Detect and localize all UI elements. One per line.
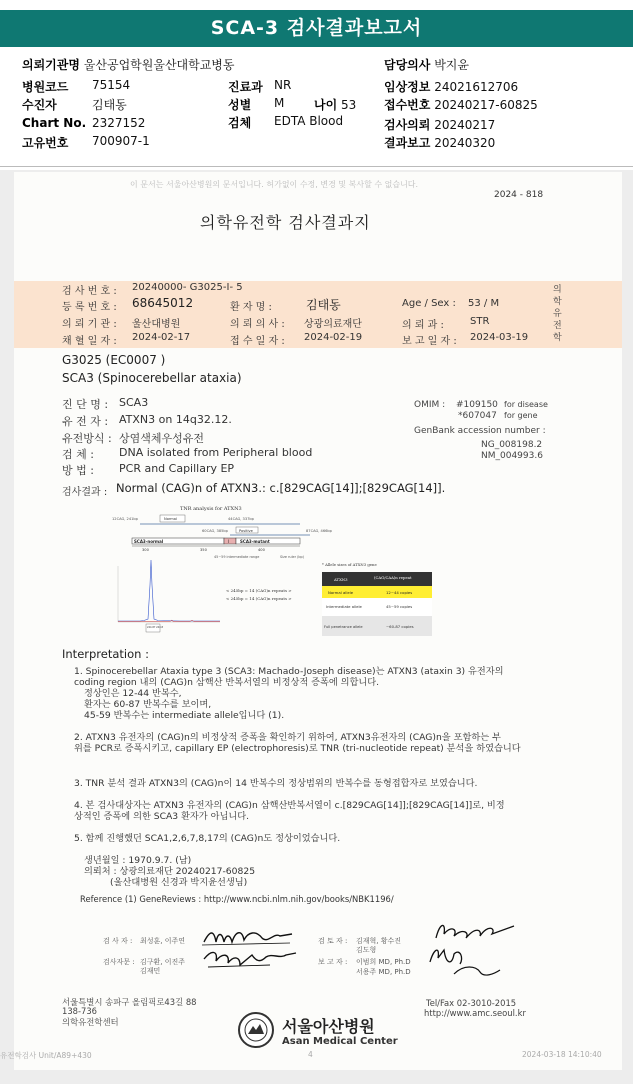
reporter-names-2: 서용주 MD, Ph.D — [356, 968, 411, 976]
interp-line-6: 2. ATXN3 유전자의 (CAG)n의 비정상적 증폭을 확인하기 위하여, ATXN3유전자의 (CAG)n을 포함하는 부 — [74, 732, 501, 743]
doc-number: 2024 - 818 — [494, 190, 544, 200]
side-label: 의학유전학 — [553, 285, 562, 343]
inherit-value: 상염색체우성유전 — [119, 432, 205, 445]
genbank-2: NM_004993.6 — [481, 451, 543, 461]
request-value: 20240217 — [434, 118, 496, 132]
chart-value: 2327152 — [92, 116, 146, 130]
result-value: Normal (CAG)n of ATXN3.: c.[829CAG[14]];[829CAG[14]]. — [116, 481, 446, 495]
clinical-value: 24021612706 — [434, 80, 519, 94]
band-inst-label: 의 뢰 기 관 : — [62, 319, 117, 330]
lbl-60cag: 60CAG, 385bp — [202, 529, 228, 533]
reviewer-names: 김재혁, 황수진 — [356, 937, 402, 945]
inherit-label: 유전방식 : — [62, 432, 112, 445]
repeat-label-2: < 245bp = 14 (CAG)n repeats > — [226, 596, 292, 601]
patient-label: 수진자 — [22, 98, 57, 112]
institution-value: 울산공업학원울산대학교병동 — [83, 58, 235, 72]
tester-names: 최성훈, 이주연 — [140, 937, 186, 945]
sex-label: 성별 — [228, 98, 252, 112]
watermark-text: 이 문서는 서울아산병원의 문서입니다. 허가없이 수정, 변경 및 복사할 수 없습니다. — [130, 180, 419, 189]
lbl-positive: Positive — [239, 529, 253, 533]
peak-label: 244.87 244.8 — [147, 626, 163, 629]
band-patient: 김태동 — [306, 298, 341, 312]
birth-line: 생년월일 : 1970.9.7. (남) — [84, 855, 192, 866]
intermediate-box — [224, 538, 236, 544]
result-label: 검사결과 : — [62, 487, 108, 498]
omim-label: OMIM : — [414, 400, 446, 410]
omim-2-note: for gene — [504, 411, 538, 420]
band-test-no: 20240000- G3025-I- 5 — [132, 282, 243, 293]
dept-value: NR — [274, 78, 292, 92]
interp-title: Interpretation : — [62, 647, 149, 661]
hospital-code-label: 병원코드 — [22, 80, 69, 94]
dx-label: 진 단 명 : — [62, 398, 109, 411]
allele-row-2-a: Intermediate allele — [326, 604, 362, 609]
address-line-2: 138-736 — [62, 1006, 97, 1016]
interp-line-10: 상적인 증폭에 의한 SCA3 환자가 아닙니다. — [74, 811, 250, 822]
address-line-1: 서울특별시 송파구 올림픽로43길 88 — [62, 997, 197, 1007]
genbank-label: GenBank accession number : — [414, 426, 546, 436]
lbl-12cag: 12CAG, 241bp — [112, 517, 138, 521]
patient-value: 김태동 — [92, 98, 127, 112]
report-title: SCA-3 검사결과보고서 — [0, 10, 633, 47]
tnr-title: TNR analysis for ATXN3 — [180, 506, 242, 512]
institution-label: 의뢰기관명 — [22, 58, 80, 72]
footer-left: 유전학검사 Unit/A89+430 — [0, 1051, 92, 1060]
test-name: SCA3 (Spinocerebellar ataxia) — [62, 371, 242, 385]
advisor-signature — [200, 945, 300, 971]
website: http://www.amc.seoul.kr — [424, 1008, 526, 1018]
size-ruler: Size ruler (bp) — [280, 555, 305, 559]
scale-300: 300 — [142, 548, 149, 552]
tnr-figure — [110, 500, 450, 640]
omim-1: #109150 — [456, 400, 498, 410]
header-divider — [0, 166, 633, 167]
interp-line-8: 3. TNR 분석 결과 ATXN3의 (CAG)n이 14 반복수의 정상범위의 반복수를 동형접합자로 보였습니다. — [74, 778, 478, 789]
allele-col-1: ATXN3 — [334, 577, 348, 582]
gene-value: ATXN3 on 14q32.12. — [119, 413, 232, 426]
allele-col-2: (CAG/CAA)n repeat — [374, 575, 412, 580]
footer-timestamp: 2024-03-18 14:10:40 — [522, 1050, 602, 1059]
sex-value: M — [274, 96, 285, 110]
reviewer-label: 검 토 자 : — [318, 937, 348, 945]
band-doctor: 상광의료재단 — [304, 319, 362, 330]
specimen-doc-value: DNA isolated from Peripheral blood — [119, 446, 313, 459]
ep-trace-blue — [118, 560, 220, 621]
band-collect-label: 채 혈 일 자 : — [62, 336, 117, 347]
request-label: 검사의뢰 — [384, 118, 431, 132]
specimen-value: EDTA Blood — [274, 114, 344, 128]
interp-line-7: 위를 PCR로 증폭시키고, capillary EP (electrophoresis)로 TNR (tri-nucleotide repeat) 분석을 하였습니다 — [74, 743, 521, 754]
band-report-label: 보 고 일 자 : — [402, 336, 457, 347]
band-reg-no: 68645012 — [132, 296, 194, 310]
band-receive: 2024-02-19 — [304, 332, 363, 343]
allele-row-1-a: Normal allele — [328, 590, 354, 595]
doc-title: 의학유전학 검사결과지 — [200, 213, 371, 232]
interp-line-9: 4. 본 검사대상자는 ATXN3 유전자의 (CAG)n 삼핵산반복서열이 c.[829CAG[14]];[829CAG[14]]로, 비정 — [74, 800, 505, 811]
lbl-normal: Normal — [164, 517, 178, 521]
interp-line-5: 45-59 반복수는 intermediate allele입니다 (1). — [84, 710, 285, 721]
lbl-87cag: 87CAG, 466bp — [306, 529, 332, 533]
reviewer-names-2: 김도형 — [356, 946, 377, 954]
gene-label: 유 전 자 : — [62, 415, 109, 428]
interp-line-3: 정상인은 12-44 반복수, — [84, 688, 182, 699]
allele-row-2-b: 45~59 copies — [386, 604, 413, 609]
reviewer-signature — [430, 918, 520, 946]
dx-value: SCA3 — [119, 396, 149, 409]
report-date-label: 결과보고 — [384, 136, 431, 150]
address-line-3: 의학유전학센터 — [62, 1017, 119, 1027]
repeat-label-1: < 245bp = 14 (CAG)n repeats > — [226, 588, 292, 593]
tel-fax: Tel/Fax 02-3010-2015 — [426, 998, 517, 1008]
allele-row-1-b: 12~44 copies — [386, 590, 413, 595]
method-label: 방 법 : — [62, 464, 94, 477]
advisor-label: 검사자문 : — [103, 958, 135, 966]
scale-note: 45~59 intermediate range — [214, 555, 260, 559]
referrer-line: 의뢰처 : 상광의료재단 20240217-60825 — [84, 866, 256, 877]
scale-350: 350 — [200, 548, 207, 552]
omim-1-note: for disease — [504, 400, 548, 409]
advisor-names-2: 김재민 — [140, 967, 161, 975]
reporter-label: 보 고 자 : — [318, 958, 348, 966]
hospital-code-value: 75154 — [92, 78, 131, 92]
band-test-no-label: 검 사 번 호 : — [62, 286, 117, 297]
id-label: 고유번호 — [22, 136, 69, 150]
band-doctor-label: 의 뢰 의 사 : — [230, 319, 285, 330]
chart-label: Chart No. — [22, 116, 87, 130]
clinical-label: 임상정보 — [384, 80, 431, 94]
logo-korean: 서울아산병원 — [282, 1017, 375, 1036]
hospital-logo-icon — [238, 1012, 274, 1048]
doctor-label: 담당의사 — [384, 58, 431, 72]
id-value: 700907-1 — [92, 134, 150, 148]
specimen-doc-label: 검 체 : — [62, 448, 94, 461]
advisor-names: 김구환, 이진주 — [140, 958, 186, 966]
doctor-value: 박지윤 — [434, 58, 469, 72]
footer-page: 4 — [308, 1050, 313, 1059]
lbl-sca3-mutant: SCA3-mutant — [240, 539, 270, 544]
reference-line: Reference (1) GeneReviews : http://www.ncbi.nlm.nih.gov/books/NBK1196/ — [80, 894, 394, 904]
report-header — [0, 52, 633, 162]
specimen-label: 검체 — [228, 116, 252, 130]
receipt-label: 접수번호 — [384, 98, 431, 112]
lbl-i: I — [228, 539, 230, 544]
reporter-names: 이범희 MD, Ph.D — [356, 958, 411, 966]
interp-line-1: 1. Spinocerebellar Ataxia type 3 (SCA3: Machado-Joseph disease)는 ATXN3 (ataxin 3) 유전자의 — [74, 666, 504, 677]
interp-line-11: 5. 함께 진행했던 SCA1,2,6,7,8,17의 (CAG)n도 정상이었습니다. — [74, 833, 341, 844]
band-dept: STR — [470, 316, 490, 327]
band-agesex: 53 / M — [468, 298, 500, 309]
interp-line-2: coding region 내의 (CAG)n 삼핵산 반복서열의 비정상적 증폭에 의합니다. — [74, 677, 380, 688]
band-report: 2024-03-19 — [470, 332, 529, 343]
band-inst: 울산대병원 — [132, 319, 181, 330]
band-receive-label: 접 수 일 자 : — [230, 336, 285, 347]
referrer-detail-line: (울산대병원 신경과 박지윤선생님) — [110, 877, 248, 888]
band-reg-label: 등 록 번 호 : — [62, 302, 117, 313]
omim-2: *607047 — [458, 411, 497, 421]
band-dept-label: 의 뢰 과 : — [402, 320, 444, 331]
band-agesex-label: Age / Sex : — [402, 298, 456, 309]
band-patient-label: 환 자 명 : — [230, 302, 272, 313]
receipt-value: 20240217-60825 — [434, 98, 538, 112]
lbl-44cag: 44CAG, 337bp — [228, 517, 254, 521]
genbank-1: NG_008198.2 — [481, 440, 543, 450]
tester-label: 검 사 자 : — [103, 937, 133, 945]
band-collect: 2024-02-17 — [132, 332, 191, 343]
method-value: PCR and Capillary EP — [119, 462, 235, 475]
interp-line-4: 환자는 60-87 반복수를 보이며, — [84, 699, 212, 710]
test-code: G3025 (EC0007 ) — [62, 353, 166, 367]
allele-row-3-a: Full penetrance allele — [324, 625, 363, 629]
allele-row-3-b: ~60-87 copies — [386, 624, 414, 629]
dept-label: 진료과 — [228, 80, 263, 94]
age-value: 53 — [341, 98, 357, 112]
report-date-value: 20240320 — [434, 136, 496, 150]
scale-400: 400 — [258, 548, 265, 552]
reporter-signature — [424, 944, 504, 982]
age-label: 나이 — [314, 98, 338, 112]
lbl-sca3-normal: SCA3-normal — [134, 539, 164, 544]
logo-english: Asan Medical Center — [282, 1036, 398, 1047]
allele-table-title: * Allele sizes of ATXN3 gene — [322, 562, 377, 567]
